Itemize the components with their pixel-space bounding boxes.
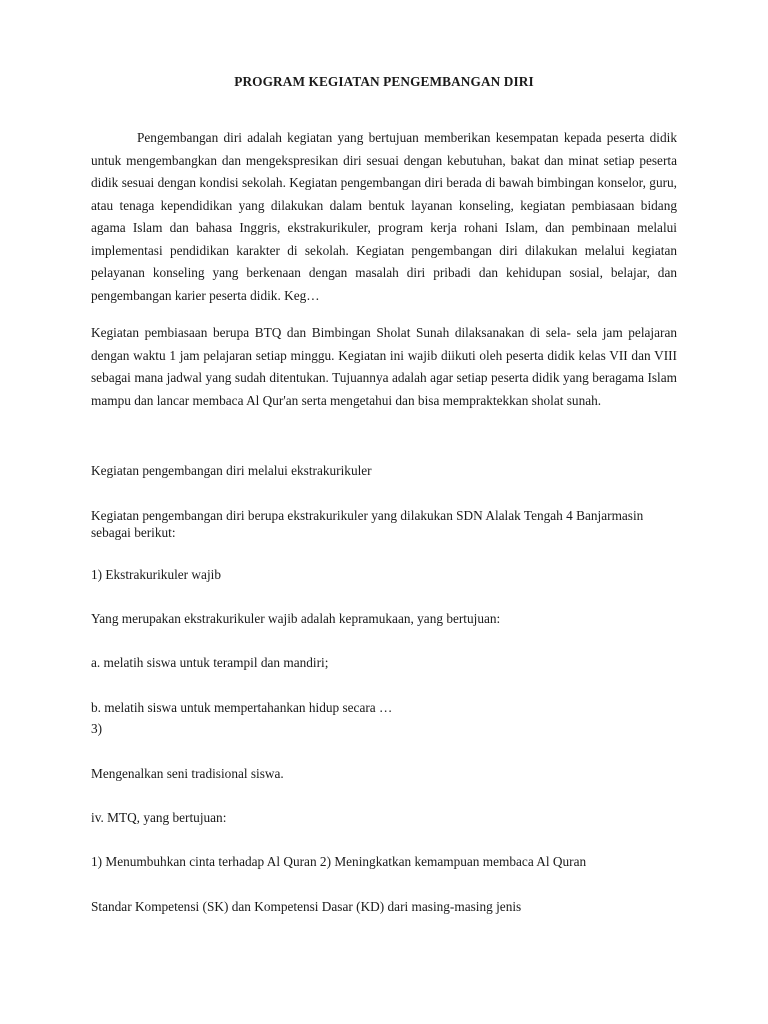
paragraph-wajib-desc: Yang merupakan ekstrakurikuler wajib adalah kepramukaan, yang bertujuan:: [91, 611, 501, 626]
paragraph-seni: Mengenalkan seni tradisional siswa.: [91, 766, 284, 781]
paragraph-ekstra-intro: Kegiatan pengembangan diri berupa ekstrakurikuler yang dilakukan SDN Alalak Tengah 4 Banjarmasin sebagai berikut:: [91, 508, 644, 540]
paragraph-standar: Standar Kompetensi (SK) dan Kompetensi Dasar (KD) dari masing-masing jenis: [91, 899, 522, 914]
heading-ekstrakurikuler: Kegiatan pengembangan diri melalui ekstrakurikuler: [91, 463, 372, 478]
item-ekstrakurikuler-wajib: 1) Ekstrakurikuler wajib: [91, 567, 221, 582]
list-item-a: a. melatih siswa untuk terampil dan mandiri;: [91, 655, 329, 670]
paragraph-pembiasaan: Kegiatan pembiasaan berupa BTQ dan Bimbingan Sholat Sunah dilaksanakan di sela- sela jam pelajaran dengan waktu 1 jam pelajaran setiap minggu. Kegiatan ini wajib diikuti oleh peserta didik kelas VII dan VIII sebagai mana jadwal yang sudah ditentukan. Tujuannya adalah agar setiap peserta didik yang beragama Islam mampu dan lancar membaca Al Qur'an serta mengetahui dan bisa mempraktekkan sholat sunah.: [91, 325, 677, 408]
paragraph-intro: Pengembangan diri adalah kegiatan yang bertujuan memberikan kesempatan kepada peserta didik untuk mengembangkan dan mengekspresikan diri sesuai dengan kebutuhan, bakat dan minat setiap peserta didik sesuai dengan kondisi sekolah. Kegiatan pengembangan diri berada di bawah bimbingan konselor, guru, atau tenaga kependidikan yang dilakukan dalam bentuk layanan konseling, kegiatan pembiasaan bidang agama Islam dan bahasa Inggris, ekstrakurikuler, program kerja rohani Islam, dan pembinaan melalui implementasi pendidikan karakter di sekolah. Kegiatan pengembangan diri dilakukan melalui kegiatan pelayanan konseling yang berkenaan dengan masalah diri pribadi dan kehidupan sosial, belajar, dan pengembangan karier peserta didik. Keg…: [91, 130, 677, 303]
list-item-3: 3): [91, 721, 103, 736]
paragraph-mtq-points: 1) Menumbuhkan cinta terhadap Al Quran 2) Meningkatkan kemampuan membaca Al Quran: [91, 854, 587, 869]
list-item-b: b. melatih siswa untuk mempertahankan hidup secara …: [91, 700, 393, 715]
item-mtq: iv. MTQ, yang bertujuan:: [91, 810, 227, 825]
document-title: PROGRAM KEGIATAN PENGEMBANGAN DIRI: [234, 74, 534, 89]
